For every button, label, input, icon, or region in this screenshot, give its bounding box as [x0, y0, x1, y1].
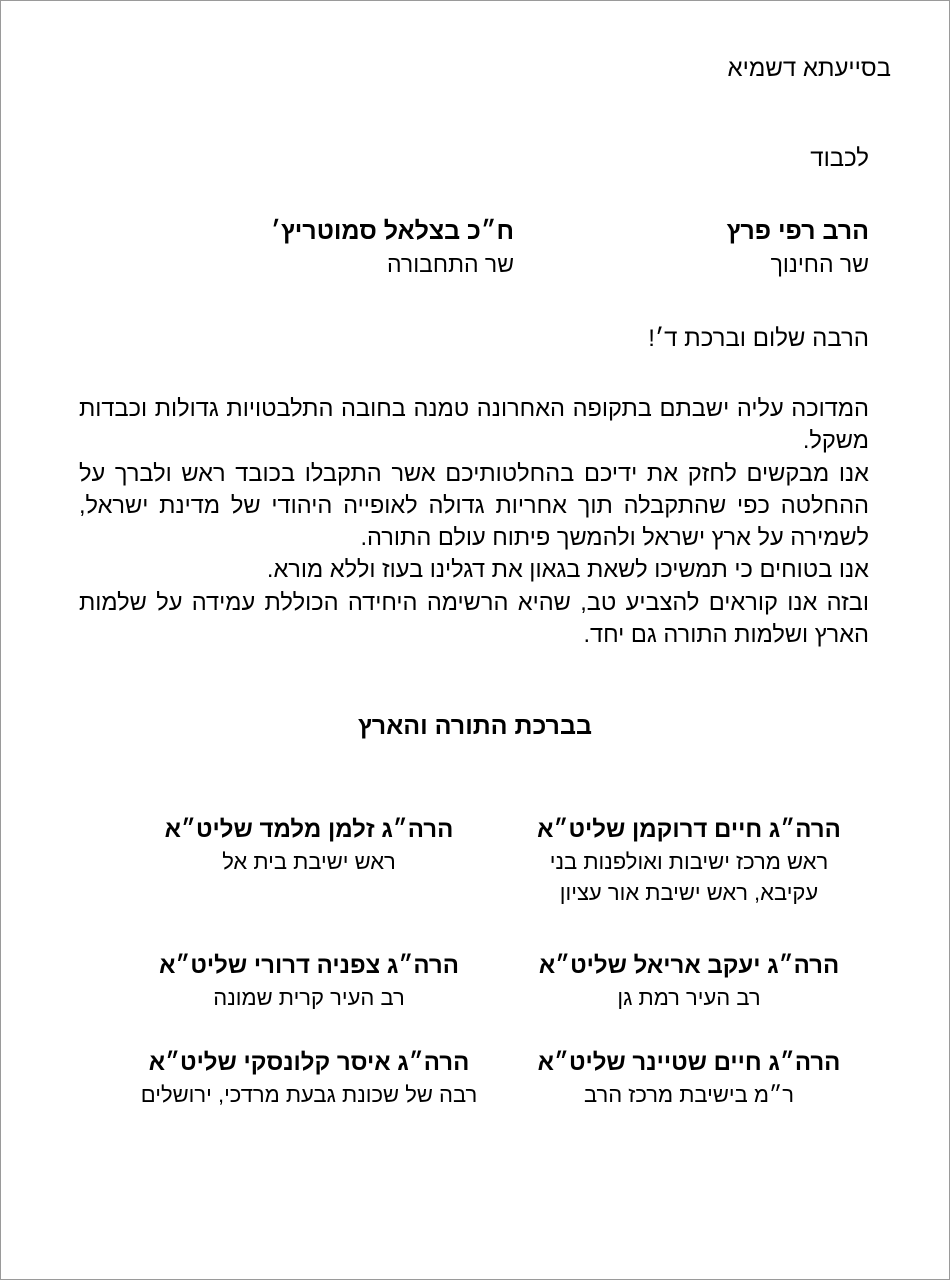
addressee-2 [271, 214, 514, 280]
signatory-title: ראש ישיבת בית אל [222, 849, 396, 874]
signatory-name: הרה״ג זלמן מלמד שליט״א [164, 816, 454, 843]
addressee-name: הרב רפי פרץ [726, 217, 869, 245]
letter-body [79, 393, 869, 651]
body-paragraph: אנו בטוחים כי תמשיכו לשאת בגאון את דגלינו בעוז וללא מורא. [266, 557, 869, 584]
to-label: לכבוד [810, 145, 869, 172]
signatory-name: הרה״ג צפניה דרורי שליט״א [159, 952, 459, 979]
signatory-title: ר״מ בישיבת מרכז הרב [583, 1082, 795, 1107]
signatory-name: הרה״ג חיים שטיינר שליט״א [537, 1049, 841, 1076]
signatory-name: הרה״ג איסר קלונסקי שליט״א [148, 1049, 470, 1076]
signatory-3 [499, 950, 879, 1013]
signatory-name: הרה״ג חיים דרוקמן שליט״א [537, 816, 841, 843]
body-paragraph: אנו מבקשים לחזק את ידיכם בהחלטותיכם אשר התקבלו בכובד ראש ולברך על ההחלטה כפי שהתקבלה תוך אחריות גדולה לאופייה היהודי של מדינת ישראל, לשמירה על ארץ ישראל ולהמשך פיתוח עולם התורה. [79, 460, 869, 552]
closing-blessing: בברכת התורה והארץ [358, 712, 592, 740]
greeting: הרבה שלום וברכת ד׳! [648, 325, 869, 352]
signatory-title: ראש מרכז ישיבות ואולפנות בני עקיבא, ראש ישיבת אור עציון [549, 849, 829, 905]
addressee-1 [727, 214, 869, 280]
addressee-role: שר החינוך [770, 251, 869, 277]
body-paragraph: המדוכה עליה ישבתם בתקופה האחרונה טמנה בחובה התלבטויות גדולות וכבדות משקל. [79, 396, 869, 455]
signatory-4 [119, 950, 499, 1013]
addressee-name: ח״כ בצלאל סמוטריץ׳ [270, 217, 514, 245]
signatory-5 [499, 1047, 879, 1110]
header-note: בסייעתא דשמיא [727, 55, 891, 82]
signatory-name: הרה״ג יעקב אריאל שליט״א [538, 952, 840, 979]
signatory-title: רב העיר קרית שמונה [213, 985, 405, 1010]
signatory-6 [119, 1047, 499, 1110]
addressee-role: שר התחבורה [387, 251, 514, 277]
signatory-2 [119, 814, 499, 877]
signatory-title: רב העיר רמת גן [617, 985, 761, 1010]
signatory-title: רבה של שכונת גבעת מרדכי, ירושלים [140, 1082, 478, 1107]
signatory-1 [499, 814, 879, 908]
body-paragraph: ובזה אנו קוראים להצביע טב, שהיא הרשימה היחידה הכוללת עמידה על שלמות הארץ ושלמות התורה גם יחד. [79, 589, 869, 649]
